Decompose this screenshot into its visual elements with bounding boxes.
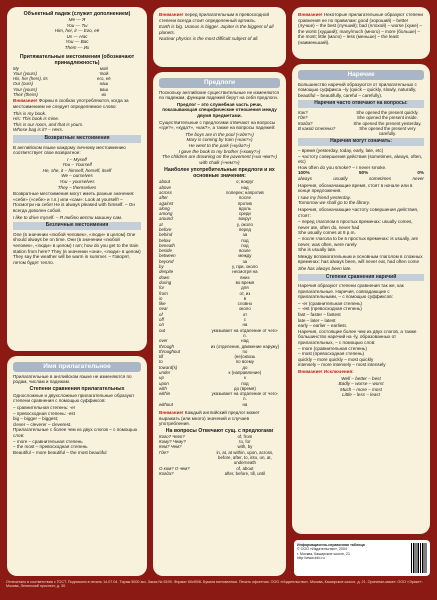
prep-question-row-meaning: to, for <box>239 439 251 445</box>
reflexive-note-2: I like to drive myself. – Я люблю вести машину сам. <box>13 214 123 220</box>
preposition-row-term: out <box>159 327 166 333</box>
prep-question-row-term: Кого? Чего? <box>159 433 185 439</box>
adjective-header: Имя прилагательное <box>13 362 141 372</box>
reflexive-note: Возвратные местоимения могут иметь разные значения: «себя» («себе» и т.п.) или «сам»: Look at yourself! – Посмотри на себя! He is always pleased with himself. – Он всегда доволен собой. <box>13 191 135 214</box>
preposition-row-meaning: в <box>243 295 247 301</box>
adverb-exception: Badly – worse – worst <box>338 381 384 387</box>
preposition-row-meaning: после <box>238 195 251 201</box>
adj-rule: – превосходная степень: -est <box>13 410 75 416</box>
preposition-row-term: on <box>159 322 164 328</box>
preposition-row-term: from <box>159 290 168 296</box>
adverb-question-row-term: Когда? <box>298 120 313 126</box>
adj-rule: – the most – превосходная степень <box>13 444 88 450</box>
preposition-row-term: beside <box>159 248 172 254</box>
preposition-row-meaning: от <box>242 311 248 317</box>
preposition-row-meaning: вниз <box>240 274 250 280</box>
adverb-degree-rules <box>298 301 424 368</box>
adverb-degrees-intro: Наречия образуют степени сравнения так же, как прилагательные. Наречия, совпадающие с прилагательными, – с помощью суффиксов: <box>298 283 404 300</box>
preposition-row-meaning: указывает на отдаление от чего-л. <box>211 327 279 338</box>
preposition-row-meaning: для <box>241 285 249 291</box>
publisher-info-box <box>294 540 430 576</box>
possessive-pronoun-meaning: его, её <box>97 76 111 82</box>
right-note-label: Внимание! <box>298 12 323 17</box>
preposition-row-meaning: перед <box>238 226 251 232</box>
right-note-text: Некоторые прилагательные образуют степени сравнения не по правилам: good (хороший) – better (лучше) – the best (лучший); bad (плохой) – worse (хуже) – the worst (худший); many/much (много) – more (больше) – the most; little (мало) – less (меньше) – the least (наименьший). <box>298 12 423 45</box>
preposition-list <box>159 179 280 407</box>
possessive-example: Whose bag is it? – Hers. <box>13 127 64 133</box>
preposition-row-meaning: к (направление) <box>228 370 262 375</box>
preposition-row-term: among <box>159 211 173 217</box>
reflexive-pronoun: I – Myself <box>67 156 87 162</box>
object-pronoun: Us — Нас <box>66 33 88 39</box>
preposition-row-term: off <box>159 317 164 323</box>
indefinite-text: One (в значении «любой человек», «люди» в целом) One should always be on time. Они (в значении «любой человек», «люди» в целом) I am; how do you get to the train station from here? They (в значении «они», «люди» в целом) They say the weather will be warm in summer. – Говорят, летом будет тепло. <box>13 231 141 265</box>
adverb-place2-item: She is usually late. <box>298 247 337 253</box>
object-pronoun: Him, her, it — Его, её <box>54 28 100 34</box>
adverb-place2-item: – перед глаголом в простых временах: usually comes, never ate, often do, never had <box>298 219 413 230</box>
adverb-place2-items <box>298 219 424 253</box>
adj-rule: – more – сравнительная степень <box>13 438 83 444</box>
mid-example-1: Earth is big. Uranus is bigger. Jupiter is the biggest of all planets. <box>159 24 274 35</box>
freq-word-never: never <box>412 176 424 182</box>
preposition-row-meaning: за <box>242 258 248 264</box>
preposition-row-term: near <box>159 306 168 312</box>
possessive-examples <box>13 111 141 133</box>
preposition-row-meaning: о; вокруг <box>236 179 254 185</box>
object-case-header: Объектный падеж (служит дополнением) <box>23 11 131 17</box>
adverb-degrees-header: Степени сравнения наречий <box>298 274 424 282</box>
preposition-row-term: till <box>159 354 164 360</box>
preposition-row-term: despite <box>159 269 174 275</box>
possessive-pronoun-term: Your (yours) <box>13 86 37 92</box>
preposition-row-meaning: к <box>243 375 246 381</box>
possessive-pronoun-meaning: мой <box>99 65 108 71</box>
adverb-question-row <box>298 126 424 137</box>
adverb-meaning: – частоту совершения действия (sometimes, always, often, etc) <box>298 153 423 165</box>
preposition-row-term: above <box>159 184 171 190</box>
prep-attention-label: Внимание! <box>159 410 184 416</box>
middle-top-card <box>153 7 286 67</box>
preposition-row-meaning: словно <box>237 301 253 307</box>
adverb-degree-rule: – -est (превосходная степень) <box>298 306 362 312</box>
adverb-meaning-header: Наречия могут означать: <box>298 138 424 146</box>
preposition-row-term: during <box>159 279 172 285</box>
middle-main-card <box>153 72 286 576</box>
adverb-question-row-term: Как? <box>298 109 308 115</box>
adverb-degree-rule: late – later – latest <box>298 317 336 323</box>
adj-degrees-text: Односложные и двухсложные прилагательные образуют степени сравнения с помощью суффиксов: <box>13 392 135 404</box>
freq-50: 50% <box>358 170 369 176</box>
preposition-row-term: across <box>159 189 172 195</box>
preposition-row-meaning: среди <box>238 211 251 217</box>
freq-word-usually: usually <box>333 176 348 182</box>
adverb-degree-rule: – -er (сравнительная степень) <box>298 300 362 306</box>
preposition-row <box>159 328 280 339</box>
preposition-row-meaning: до <box>242 364 248 370</box>
info-line: г. Москва, Каширское шоссе, 21 <box>297 551 350 556</box>
adverb-questions <box>298 110 424 136</box>
adj-rule: clever – cleverer – cleverest. <box>13 421 72 427</box>
preposition-row-term: between <box>159 253 176 259</box>
adverb-degree-rule: quickly – more quickly – most quickly <box>298 356 374 362</box>
prep-questions-list <box>159 434 280 476</box>
adverb-intro: Большинство наречий образуются от прилагательных с помощью суффикса –ly (quick – quickly, slowly, naturally, beautiful – beautifully, careful – carefully). <box>298 81 417 98</box>
preposition-row-term: at <box>159 221 163 227</box>
preposition-row-term: without <box>159 401 173 407</box>
adj-rule: big – bigger – biggest; <box>13 416 59 422</box>
reflexive-list <box>13 157 141 191</box>
possessive-pronoun <box>13 92 141 97</box>
reflexive-intro: В английском языке каждому личному местоимению соответствует свое возвратное: <box>13 144 126 156</box>
possessive-example: This is our room, and that is yours. <box>13 121 84 127</box>
reflexive-pronoun: You – Yourself <box>62 162 92 168</box>
preposition-row-meaning: по всему <box>235 359 255 365</box>
preposition-row-term: along <box>159 205 170 211</box>
adverb-time-example: Tomorrow we shall go to the library. <box>298 200 370 206</box>
possessive-pronoun-term: Your (yours) <box>13 70 37 76</box>
reflexive-pronoun: You – yourselves <box>59 179 95 185</box>
prep-question-row-term: Кем? Чем? <box>159 444 182 450</box>
adverb-question-row-meaning: She opened the present quickly. <box>356 109 419 115</box>
preposition-row <box>159 402 280 407</box>
adverb-place2-item: – после глагола to be в простых временах: is usually, are never, was often, were rarely <box>298 235 419 247</box>
adverb-question-row-term: В какой степени? <box>298 125 336 131</box>
preposition-row-term: after <box>159 195 168 201</box>
prep-examples <box>159 132 280 166</box>
preposition-row-term: upon <box>159 380 169 386</box>
preposition-row-term: before <box>159 226 172 232</box>
preposition-row-meaning: за <box>242 232 248 238</box>
prep-question-row <box>159 450 280 466</box>
adverb-place-text: Наречия, обозначающие время, стоят в начале или в конце предложения. <box>298 182 413 194</box>
preposition-row-meaning: поперек; напротив <box>226 189 264 195</box>
adverb-place2-item: She usually comes at 8 p.m. <box>298 230 356 236</box>
preposition-row-term: through <box>159 343 174 349</box>
prep-question-row-meaning: after, before, till, until <box>224 470 266 476</box>
preposition-row-meaning: на <box>242 322 248 328</box>
preposition-row-meaning: над <box>241 338 249 344</box>
prep-question-row-term: Кому? Чему? <box>159 439 186 445</box>
imprint-footer: Отпечатано в соответствии с ГОСТ. Подписано в печать 14.07.04. Тираж 5000 экз. Заказ № 5199. Формат 60х90/8. Бумага мелованная. Печать офсетная. ООО «Издательство». Москва, Каширское шоссе, д. 21. Оригинал-макет: ООО «Эрике». Москва, Ленинский проспект, д. 30. <box>0 578 437 600</box>
note-text: Формы в скобках употребляются, когда за местоимением не следует определяемое слово: <box>13 98 129 109</box>
adverb-header: Наречие <box>298 70 424 80</box>
preposition-row-term: with <box>159 385 167 391</box>
preposition-row-meaning: у, при, около <box>232 264 258 270</box>
prep-example: He went to the park («куда?») <box>188 142 251 148</box>
possessive-pronoun-term: My <box>13 65 19 71</box>
freq-0: 0% <box>417 170 424 176</box>
possessive-pronoun-meaning: наш <box>99 81 109 87</box>
prep-list-header: Наиболее употребительные предлоги и их основные значения: <box>164 167 275 180</box>
adverb-time-example: I saw my friend yesterday. <box>298 194 352 200</box>
adverb-place3: Между вспомогательным и основным глаголом в сложных временах: has always been, will never eat, had often come <box>298 253 423 265</box>
adverb-degree-rule: – most (превосходная степень) <box>298 351 365 357</box>
possessive-example: This is my book. <box>13 110 47 116</box>
possessive-pronoun-meaning: их <box>101 92 107 98</box>
prep-question-row-meaning: in, at, at within, upon, across, before, after, to, into, on, at, underneath <box>216 449 274 466</box>
possessive-example: His: This book is mine. <box>13 116 60 122</box>
adverb-question-row-term: Где? <box>298 115 308 121</box>
adj-rule: Beautiful – more beautiful – the most beautiful <box>13 449 107 455</box>
adverb-meaning: How often do you smoke? – I never smoke. <box>298 164 387 170</box>
note-label: Внимание! <box>13 98 38 104</box>
preposition-row-meaning: против <box>237 200 252 206</box>
possessive-pronoun-list <box>13 66 141 98</box>
preposition-row-meaning: (не)сквозь <box>234 354 256 360</box>
right-top-card <box>292 7 430 59</box>
object-pronoun: You — Ты <box>66 22 88 28</box>
adverb-degree-rule: – more (сравнительная степень) <box>298 345 367 351</box>
preposition-row-meaning: под <box>241 237 249 243</box>
prep-questions-header: На вопросы Отвечают сущ. с предлогами <box>165 427 274 434</box>
prep-intro: Поскольку английские существительные не изменяются по падежам, функции падежей берут на себя предлоги. <box>159 89 279 101</box>
preposition-row-term: like <box>159 301 166 307</box>
preposition-row-meaning: под <box>241 242 249 248</box>
preposition-row-meaning: между <box>238 253 252 259</box>
preposition-row-meaning: вдоль <box>238 205 251 211</box>
preposition-row-meaning: над <box>241 184 249 190</box>
possessive-pronoun-meaning: твой <box>99 70 109 76</box>
prep-question-row-term: Где? <box>159 449 169 455</box>
object-pronoun-list <box>13 17 141 51</box>
preposition-row-meaning: указывает на отдаление от чего-л. <box>211 391 279 402</box>
adverb-questions-header: Наречия часто отвечают на вопросы: <box>298 100 424 108</box>
preposition-row-term: over <box>159 338 168 344</box>
barcode-icon <box>411 543 427 573</box>
prep-question-row-meaning: with, by <box>237 444 253 450</box>
preposition-row-term: beneath <box>159 242 175 248</box>
reflexive-pronoun: We – ourselves <box>61 173 93 179</box>
mid-note-label: Внимание! <box>159 12 184 17</box>
adverb-degree-rule: Наречия, состоящие более чем из двух слогов, а также большинство наречий на -ly, образованных от прилагательных, – с помощью слов: <box>298 328 417 346</box>
info-line: © ООО «Издательство», 2004 <box>297 547 347 552</box>
adverb-exception: Well – better – best <box>341 375 381 381</box>
preposition-row-term: about <box>159 179 170 185</box>
reflexive-header: Возвратные местоимения <box>13 135 141 143</box>
adj-degree-rules <box>13 405 141 455</box>
preposition-row-term: to <box>159 359 163 365</box>
prep-example: The children are drowning on the pavement («на чем?») with chalk («чем?») <box>161 154 277 165</box>
preposition-row-term: of <box>159 311 163 317</box>
info-title: Информационно-справочная таблица <box>297 543 365 547</box>
preposition-row-term: below <box>159 237 171 243</box>
preposition-row-term: down <box>159 274 170 280</box>
info-line: http://www.info.ru <box>297 555 325 560</box>
preposition-row-term: against <box>159 200 174 206</box>
preposition-row-term: toward(s) <box>159 364 178 370</box>
info-lines <box>297 547 365 560</box>
left-bottom-card <box>7 356 147 576</box>
prep-question-row-meaning: of, about <box>236 465 254 471</box>
adj-rule: – сравнительная степень: -er <box>13 404 76 410</box>
reflexive-pronoun: They – themselves <box>57 184 97 190</box>
preposition-row-meaning: на <box>242 401 248 407</box>
preposition-row-term: by <box>159 264 164 270</box>
adjective-intro: Прилагательные в английском языке не изменяются по родам, числам и падежам. <box>13 373 132 385</box>
adverb-place2: Наречия, обозначающие частоту совершения действия, стоят: <box>298 206 419 218</box>
adverb-degree-rule: early – earlier – earliest. <box>298 323 348 329</box>
exceptions-list <box>298 376 424 398</box>
preposition-row-term: up <box>159 375 164 381</box>
adverb-exception: Much – more – most <box>340 386 382 392</box>
prep-example: Mary is coming by train («как?») <box>186 137 253 143</box>
mid-note-text: перед прилагательным в превосходной степени всегда стоит определенный артикль. <box>159 12 270 23</box>
possessive-pronoun-term: Our (ours) <box>13 81 34 87</box>
prep-question-row-term: О ком? О чем? <box>159 465 190 471</box>
preposition-row-term: within <box>159 391 171 397</box>
prep-example: The boys are in the pool («где?») <box>185 131 254 137</box>
preposition-row-meaning: несмотря на <box>232 269 258 275</box>
preposition-row-meaning: возле <box>239 248 251 254</box>
reflexive-pronoun: He, she, it – himself, herself, itself <box>42 167 112 173</box>
prep-note: Существительные с предлогами отвечают на вопросы «где?», «куда?», «как?», а также на вопросы падежей: <box>159 119 276 131</box>
adverb-meanings <box>298 148 424 170</box>
possessive-pronoun-term: Their (theirs) <box>13 92 38 98</box>
preposition-row-meaning: под <box>241 380 249 386</box>
prep-attention-text: Каждый английский предлог может выражать (или много) значений и случаев употребления. <box>159 410 260 427</box>
preposition-row-meaning: от, из <box>239 290 251 296</box>
prep-example: I gave the book to my brother («кому?») <box>178 148 261 154</box>
possessive-pronoun-meaning: ваш <box>99 86 108 92</box>
preposition-row-term: beyond <box>159 258 174 264</box>
adverb-question-row-meaning: She opened the present yesterday. <box>353 120 422 126</box>
prep-question-row-term: Когда? <box>159 470 174 476</box>
preposition-row-term: behind <box>159 232 173 238</box>
exceptions-header: Внимание! Исключения: <box>298 369 354 375</box>
object-pronoun: Me — Я <box>68 17 86 22</box>
adverb-degree-rule: fast – faster – fastest <box>298 312 341 318</box>
left-top-card <box>7 7 147 351</box>
adverb-question-row-meaning: She opened the present inside. <box>357 115 418 121</box>
adverb-meaning: – время (yesterday, today, early, late, etc) <box>298 148 384 154</box>
preposition-row <box>159 391 280 402</box>
prep-question-row <box>159 471 280 476</box>
mid-example-2: Nuclear physics is the most difficult subject of all. <box>159 36 259 42</box>
right-main-card <box>292 64 430 534</box>
preposition-row-meaning: вокруг <box>238 216 252 222</box>
preposition-row-term: in <box>159 295 163 301</box>
prepositions-header: Предлоги <box>159 78 280 88</box>
preposition-row-term: around <box>159 216 173 222</box>
possessive-pronoun-term: His, her (hers), its <box>13 76 48 82</box>
adj-degrees-header: Степени сравнения прилагательных <box>29 385 125 392</box>
adverb-time-examples <box>298 195 424 206</box>
frequency-words <box>298 176 424 182</box>
adverb-exception: Little – less – least <box>342 392 380 398</box>
prep-question-row-meaning: of, from <box>237 433 253 439</box>
object-pronoun: Them — Их <box>64 44 90 50</box>
preposition-row-meaning: до (время) <box>234 385 256 391</box>
preposition-row-term: under <box>159 370 171 375</box>
freq-100: 100% <box>298 170 310 176</box>
adverb-degree-rule: intensely – more intensely – most intensely <box>298 362 386 368</box>
possessive-header: Притяжательные местоимения (обозначают принадлежность) <box>19 53 135 66</box>
preposition-row-term: throughout <box>159 348 180 354</box>
preposition-row-meaning: у, около <box>236 221 253 227</box>
adverb-example-3: She has always been late. <box>298 265 352 271</box>
preposition-row-meaning: с <box>243 317 246 323</box>
freq-word-always: always <box>298 176 313 182</box>
preposition-row-meaning: из (отделение, движение наружу) <box>210 343 280 349</box>
preposition-row-term: for <box>159 285 165 291</box>
indefinite-header: Безличные местоимения <box>13 222 141 230</box>
preposition-row-meaning: во время <box>235 279 255 285</box>
freq-word-sometimes: sometimes <box>368 176 392 182</box>
preposition-row-meaning: около <box>238 306 251 312</box>
prep-definition: Предлог – это служебная часть речи, показывающая специфические отношения между двумя предметами. <box>162 101 277 118</box>
object-pronoun: You — Вас <box>65 39 89 45</box>
preposition-row-meaning: по <box>242 348 248 354</box>
adverb-question-row-meaning: She opened the present very carefully. <box>359 125 416 137</box>
adj-rule: Прилагательные с более чем из двух слогов – с помощью слов: <box>13 427 138 438</box>
